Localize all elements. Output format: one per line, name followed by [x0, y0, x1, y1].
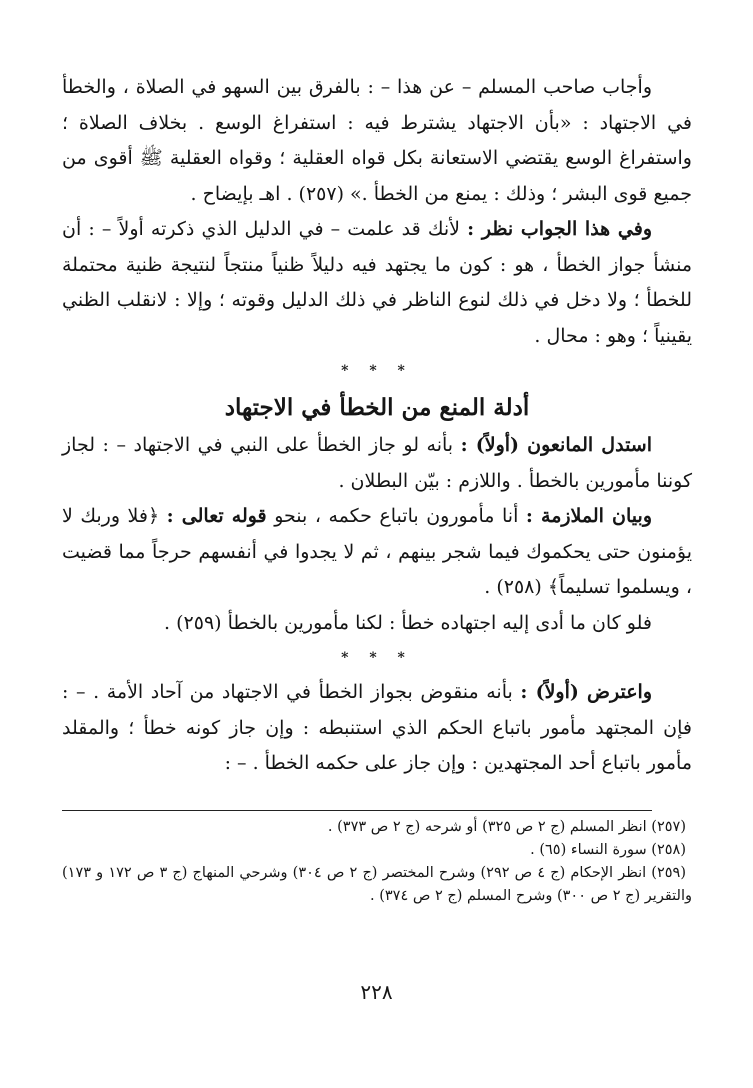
section-separator: * * *	[341, 650, 413, 666]
footnote: (٢٥٨) سورة النساء (٦٥) .	[530, 842, 686, 858]
paragraph-text: لأنك قد علمت – في الدليل الذي ذكرته أولاً – : أن منشأ جواز الخطأ ، هو : كون ما يجتهد فيه دليلاً ظنياً منتجاً لنتيجة ظنية محتملة للخطأ ؛ ولا دخل في ذلك لنوع الناظر في ذلك الدليل وقوته ؛ وإلا : لانقلب الظني يقينياً ؛ وهو : محال .	[62, 218, 692, 347]
footnotes	[62, 816, 692, 908]
footnote: (٢٥٩) انظر الإحكام (ج ٤ ص ٢٩٢) وشرح المختصر (ج ٢ ص ٣٠٤) وشرحي المنهاج (ج ٣ ص ١٧٢ و ١٧٣) والتقرير (ج ٢ ص ٣٠٠) وشرح المسلم (ج ٢ ص ٣٧٤) .	[62, 865, 692, 904]
page-number: ٢٢٨	[360, 980, 393, 1004]
footnote: (٢٥٧) انظر المسلم (ج ٢ ص ٣٢٥) أو شرحه (ج ٢ ص ٣٧٣) .	[327, 819, 686, 835]
section-heading: أدلة المنع من الخطأ في الاجتهاد	[224, 394, 530, 421]
lead-phrase: استدل المانعون (أولاً) :	[460, 434, 652, 456]
paragraph-rebuttal	[62, 675, 692, 782]
paragraph-conclusion: فلو كان ما أدى إليه اجتهاده خطأ : لكنا مأمورين بالخطأ (٢٥٩) .	[164, 611, 652, 634]
paragraph-text: أنا مأمورون باتباع حكمه ، بنحو	[274, 505, 519, 527]
paragraph-response: وأجاب صاحب المسلم – عن هذا – : بالفرق بين السهو في الصلاة ، والخطأ في الاجتهاد : «بأن الاجتهاد يشترط فيه : استفراغ الوسع . بخلاف الصلاة ؛ واستفراغ الوسع يقتضي الاستعانة بكل قواه العقلية ؛ وقواه العقلية ﷺ أقوى من جميع قوى البشر ؛ وذلك : يمنع من الخطأ .» (٢٥٧) . اهـ بإيضاح .	[62, 76, 692, 205]
paragraph-first-argument	[62, 428, 692, 499]
paragraph-text: بأنه لو جاز الخطأ على النبي في الاجتهاد – : لجاز كوننا مأمورين بالخطأ . واللازم : بيّن البطلان .	[62, 434, 692, 492]
paragraph-correlation	[62, 499, 692, 606]
paragraph-text: بأنه منقوض بجواز الخطأ في الاجتهاد من آحاد الأمة . – : فإن المجتهد مأمور باتباع الحكم الذي استنبطه : وإن جاز كونه خطأ ؛ والمقلد مأمور باتباع أحد المجتهدين : وإن جاز على حكمه الخطأ . – :	[62, 681, 692, 774]
lead-phrase: قوله تعالى :	[166, 505, 267, 527]
lead-phrase: وفي هذا الجواب نظر :	[467, 218, 652, 240]
footnote-ref: (٢٥٨) .	[484, 576, 542, 598]
lead-phrase: واعترض (أولاً) :	[520, 681, 652, 703]
quran-quote: ﴿فلا وربك لا يؤمنون حتى يحكموك فيما شجر بينهم ، ثم لا يجدوا في أنفسهم حرجاً مما قضيت ، ويسلموا تسليماً﴾	[62, 505, 692, 598]
section-separator: * * *	[341, 363, 413, 379]
paragraph-objection	[62, 212, 692, 354]
footnote-divider	[62, 810, 652, 811]
main-text	[62, 70, 692, 782]
lead-phrase: وبيان الملازمة :	[525, 505, 652, 527]
